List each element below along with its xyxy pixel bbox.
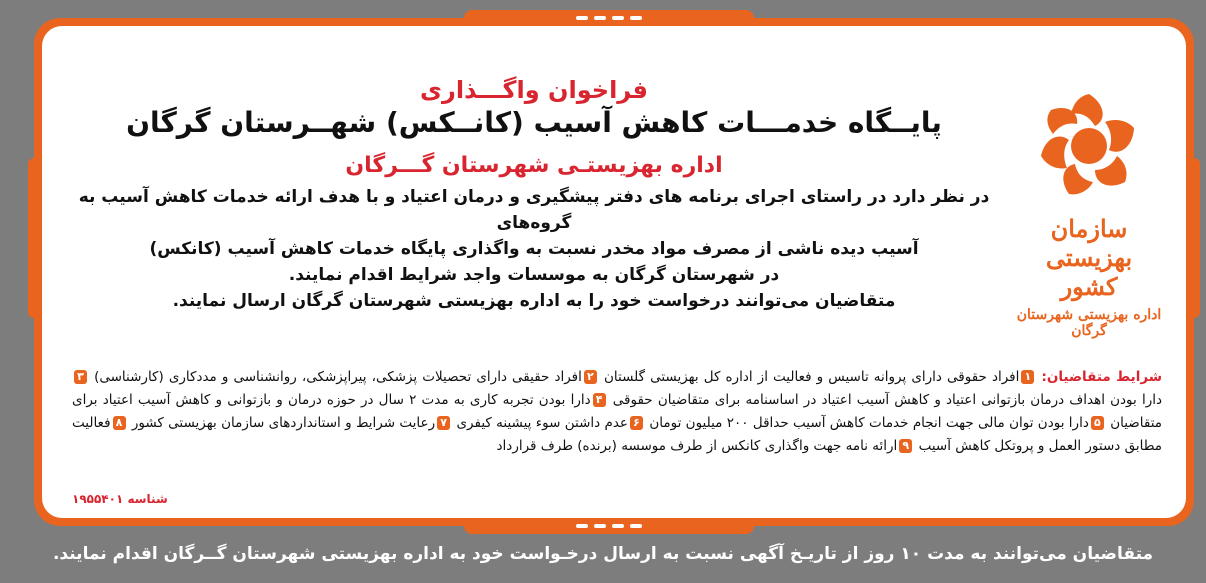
condition-number: ۹ <box>899 439 912 453</box>
condition-number: ۲ <box>584 370 597 384</box>
notice-subject: پایــگاه خدمـــات کاهش آسیب (کانــکس) شهــرستان گرگان <box>126 106 942 139</box>
body-line-1: در نظر دارد در راستای اجرای برنامه های دفتر پیشگیری و درمان اعتیاد و با هدف ارائه خدمات کاهش آسیب به گروه‌های <box>78 187 990 233</box>
condition-text: عدم داشتن سوء پیشینه کیفری <box>456 415 628 431</box>
condition-number: ۵ <box>1091 416 1104 430</box>
bottom-banner: متقاضیان می‌توانند به مدت ۱۰ روز از تاریـخ آگهی نسبت به ارسال درخـواست خود به اداره بهزیستی شهرستان گــرگان اقدام نمایند. <box>52 544 1154 564</box>
notice-title: فراخوان واگـــذاری <box>420 76 648 104</box>
organization-name: سازمان بهزیستی کشور <box>1045 214 1133 301</box>
condition-number: ۷ <box>437 416 450 430</box>
frame-left-tab <box>28 158 40 318</box>
condition-number: ۶ <box>630 416 643 430</box>
condition-text: ارائه نامه جهت واگذاری کانکس از طرف موسسه (برنده) طرف قرارداد <box>496 438 898 454</box>
organization-logo <box>1014 86 1164 346</box>
office-name: اداره بهزیستی شهرستان گرگان <box>1016 307 1162 339</box>
body-line-3: در شهرستان گرگان به موسسات واجد شرایط اقدام نمایند. <box>288 265 780 285</box>
body-line-4: متقاضیان می‌توانند درخواست خود را به اداره بهزیستی شهرستان گرگان ارسال نمایند. <box>172 291 896 311</box>
condition-number: ۱ <box>1021 370 1034 384</box>
condition-text: رعایت شرایط و استانداردهای سازمان بهزیستی کشور <box>131 415 436 431</box>
advert-inner <box>42 26 1186 518</box>
conditions-section <box>72 366 1162 458</box>
frame-top-tab <box>464 10 754 26</box>
condition-text: فعالیت مطابق دستور العمل و پروتکل کاهش آسیب <box>72 415 1162 454</box>
issuing-office: اداره بهزیستـی شهرستان گـــرگان <box>345 153 723 178</box>
flower-logo-icon <box>1029 86 1149 206</box>
condition-text: افراد حقیقی دارای تحصیلات پزشکی، پیراپزشکی، روانشناسی و مددکاری (کارشناسی) <box>94 369 582 385</box>
notice-content <box>72 66 996 314</box>
condition-text: افراد حقوقی دارای پروانه تاسیس و فعالیت از اداره کل بهزیستی گلستان <box>603 369 1020 385</box>
condition-text: دارا بودن تجربه کاری به مدت ۲ سال در حوزه درمان و بازتوانی و کاهش آسیب اعتیاد برای متقاضیان <box>72 392 1162 431</box>
body-line-2: آسیب دیده ناشی از مصرف مواد مخدر نسبت به واگذاری پایگاه خدمات کاهش آسیب (کانکس) <box>149 239 919 259</box>
advert-frame <box>34 18 1194 526</box>
frame-bottom-tab <box>464 518 754 534</box>
condition-text: دارا بودن توان مالی جهت انجام خدمات کاهش آسیب حداقل ۲۰۰ میلیون تومان <box>649 415 1089 431</box>
condition-number: ۳ <box>74 370 87 384</box>
condition-number: ۴ <box>593 393 606 407</box>
frame-right-tab <box>1188 158 1200 318</box>
condition-number: ۸ <box>113 416 126 430</box>
condition-text: دارا بودن اهداف درمان بازتوانی اعتیاد و کاهش آسیب اعتیاد در اساسنامه برای متقاضیان حقوقی <box>612 392 1162 408</box>
conditions-heading: شرایط متقاضیان: <box>1041 369 1163 385</box>
advert-code: شناسه ۱۹۵۵۴۰۱ <box>72 492 168 506</box>
